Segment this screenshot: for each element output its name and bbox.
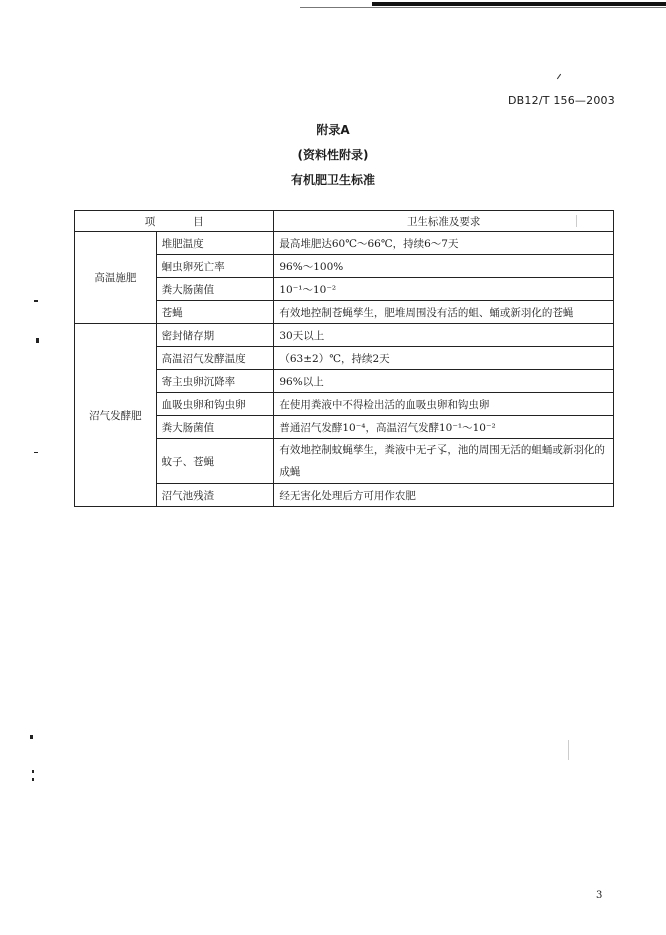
table-row [75, 255, 614, 278]
requirement-cell: 10⁻¹～10⁻² [274, 278, 614, 301]
requirement-cell: 普通沼气发酵10⁻⁴，高温沼气发酵10⁻¹～10⁻² [274, 416, 614, 439]
category-cell: 高温施肥 [75, 232, 157, 324]
table-row [75, 393, 614, 416]
item-cell: 蛔虫卵死亡率 [156, 255, 274, 278]
requirement-cell: 最高堆肥达60℃～66℃，持续6～7天 [274, 232, 614, 255]
annex-nature: (资料性附录) [297, 148, 369, 162]
header-item-char-1: 项 [144, 215, 156, 228]
page-number: 3 [596, 890, 603, 901]
margin-mark [36, 338, 39, 343]
margin-mark [32, 778, 34, 781]
item-cell: 高温沼气发酵温度 [156, 347, 274, 370]
item-cell: 苍蝇 [156, 301, 274, 324]
table-row [75, 278, 614, 301]
requirement-cell: 96%～100% [274, 255, 614, 278]
scan-line [576, 215, 577, 227]
requirement-cell: 30天以上 [274, 324, 614, 347]
item-cell: 堆肥温度 [156, 232, 274, 255]
top-rule-thin [300, 7, 666, 8]
annex-label: 附录A [316, 123, 350, 137]
requirement-cell: （63±2）℃，持续2天 [274, 347, 614, 370]
header-item [75, 211, 274, 232]
item-cell: 粪大肠菌值 [156, 278, 274, 301]
item-cell: 粪大肠菌值 [156, 416, 274, 439]
table-row [75, 416, 614, 439]
margin-mark [34, 452, 38, 453]
item-cell: 寄主虫卵沉降率 [156, 370, 274, 393]
table-row [75, 324, 614, 347]
requirement-cell: 有效地控制苍蝇孳生，肥堆周围没有活的蛆、蛹或新羽化的苍蝇 [274, 301, 614, 324]
table-row [75, 232, 614, 255]
header-item-char-2: 目 [193, 215, 204, 228]
table-row [75, 301, 614, 324]
category-cell: 沼气发酵肥 [75, 324, 157, 507]
requirement-cell: 96%以上 [274, 370, 614, 393]
top-rule [372, 2, 666, 6]
scan-mark [557, 74, 561, 79]
table-header-row [75, 211, 614, 232]
requirement-cell: 有效地控制蚊蝇孳生，粪液中无孑孓，池的周围无活的蛆蛹或新羽化的成蝇 [274, 439, 614, 484]
margin-mark [30, 735, 33, 739]
item-cell: 蚊子、苍蝇 [156, 439, 274, 484]
margin-mark [34, 300, 38, 302]
annex-title: 有机肥卫生标准 [290, 173, 375, 187]
margin-mark [32, 770, 34, 773]
item-cell: 血吸虫卵和钩虫卵 [156, 393, 274, 416]
requirement-cell: 在使用粪液中不得检出活的血吸虫卵和钩虫卵 [274, 393, 614, 416]
hygiene-standard-table [74, 210, 614, 507]
requirement-cell: 经无害化处理后方可用作农肥 [274, 484, 614, 507]
item-cell: 密封储存期 [156, 324, 274, 347]
table-row [75, 370, 614, 393]
scan-line [568, 740, 569, 760]
document-code: DB12/T 156—2003 [508, 94, 615, 107]
table-row [75, 439, 614, 484]
table-row [75, 484, 614, 507]
table-row [75, 347, 614, 370]
item-cell: 沼气池残渣 [156, 484, 274, 507]
header-requirement: 卫生标准及要求 [274, 211, 614, 232]
